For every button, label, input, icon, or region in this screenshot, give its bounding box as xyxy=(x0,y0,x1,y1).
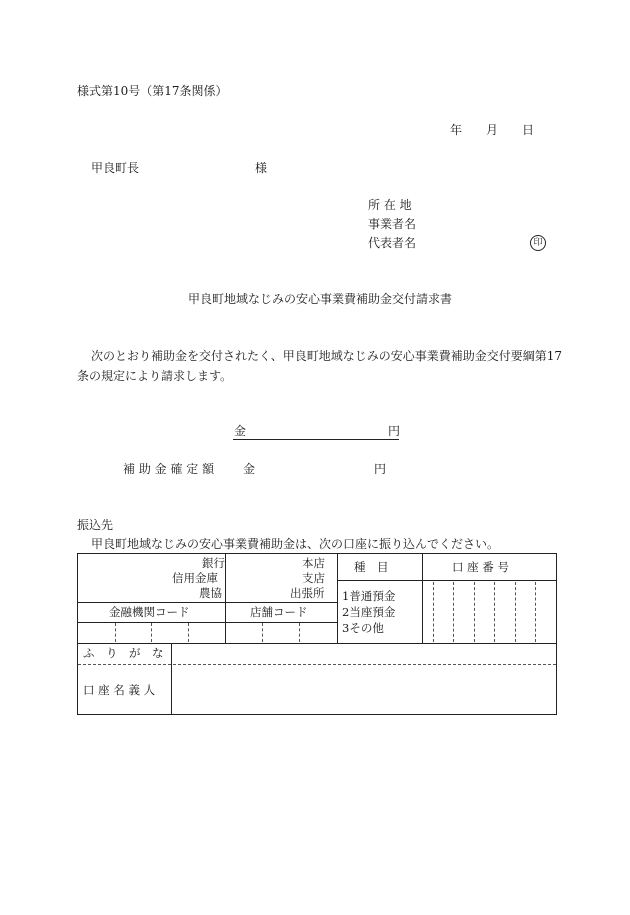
bank-type-bank: 銀行 xyxy=(202,556,225,570)
confirmed-amount-label: 補 助 金 確 定 額 xyxy=(123,462,215,476)
kind-other: 3その他 xyxy=(342,621,384,635)
account-number-header: 口 座 番 号 xyxy=(452,560,509,574)
confirmed-amount-unit: 円 xyxy=(374,462,387,476)
bank-code-label: 金融機関コード xyxy=(109,605,190,619)
representative-label: 代表者名 xyxy=(368,236,417,250)
furigana-label: ふ り が な xyxy=(83,646,164,660)
addressee: 甲良町長 xyxy=(91,161,140,175)
date-day-label: 日 xyxy=(522,123,535,137)
branch-type-office: 出張所 xyxy=(290,586,325,600)
date-year-label: 年 xyxy=(450,123,463,137)
bank-type-agri-coop: 農協 xyxy=(199,586,222,600)
kind-current: 2当座預金 xyxy=(342,605,396,619)
body-text-line1: 次のとおり補助金を交付されたく、甲良町地域なじみの安心事業費補助金交付要綱第17 xyxy=(91,349,563,363)
seal-mark: 印 xyxy=(530,235,546,251)
bank-type-credit-union: 信用金庫 xyxy=(172,571,218,585)
document-title: 甲良町地域なじみの安心事業費補助金交付請求書 xyxy=(188,292,453,306)
business-name-label: 事業者名 xyxy=(368,217,417,231)
kind-ordinary: 1普通預金 xyxy=(342,589,396,603)
branch-type-branch: 支店 xyxy=(302,571,325,585)
transfer-heading: 振込先 xyxy=(77,518,114,532)
confirmed-amount-prefix: 金 xyxy=(243,462,256,476)
body-text-line2: 条の規定により請求します。 xyxy=(77,369,233,383)
address-label: 所 在 地 xyxy=(368,198,412,212)
amount-underline xyxy=(233,439,399,440)
honorific: 様 xyxy=(255,161,268,175)
account-holder-label: 口 座 名 義 人 xyxy=(83,683,156,697)
amount-prefix: 金 xyxy=(234,424,247,438)
date-month-label: 月 xyxy=(486,123,499,137)
amount-unit: 円 xyxy=(388,424,401,438)
branch-code-label: 店舗コード xyxy=(250,605,308,619)
transfer-note: 甲良町地域なじみの安心事業費補助金は、次の口座に振り込んでください。 xyxy=(91,537,500,551)
branch-type-head: 本店 xyxy=(302,556,325,570)
form-number: 様式第10号（第17条関係） xyxy=(77,84,228,98)
kind-header: 種 目 xyxy=(354,560,389,574)
account-table xyxy=(77,553,557,715)
